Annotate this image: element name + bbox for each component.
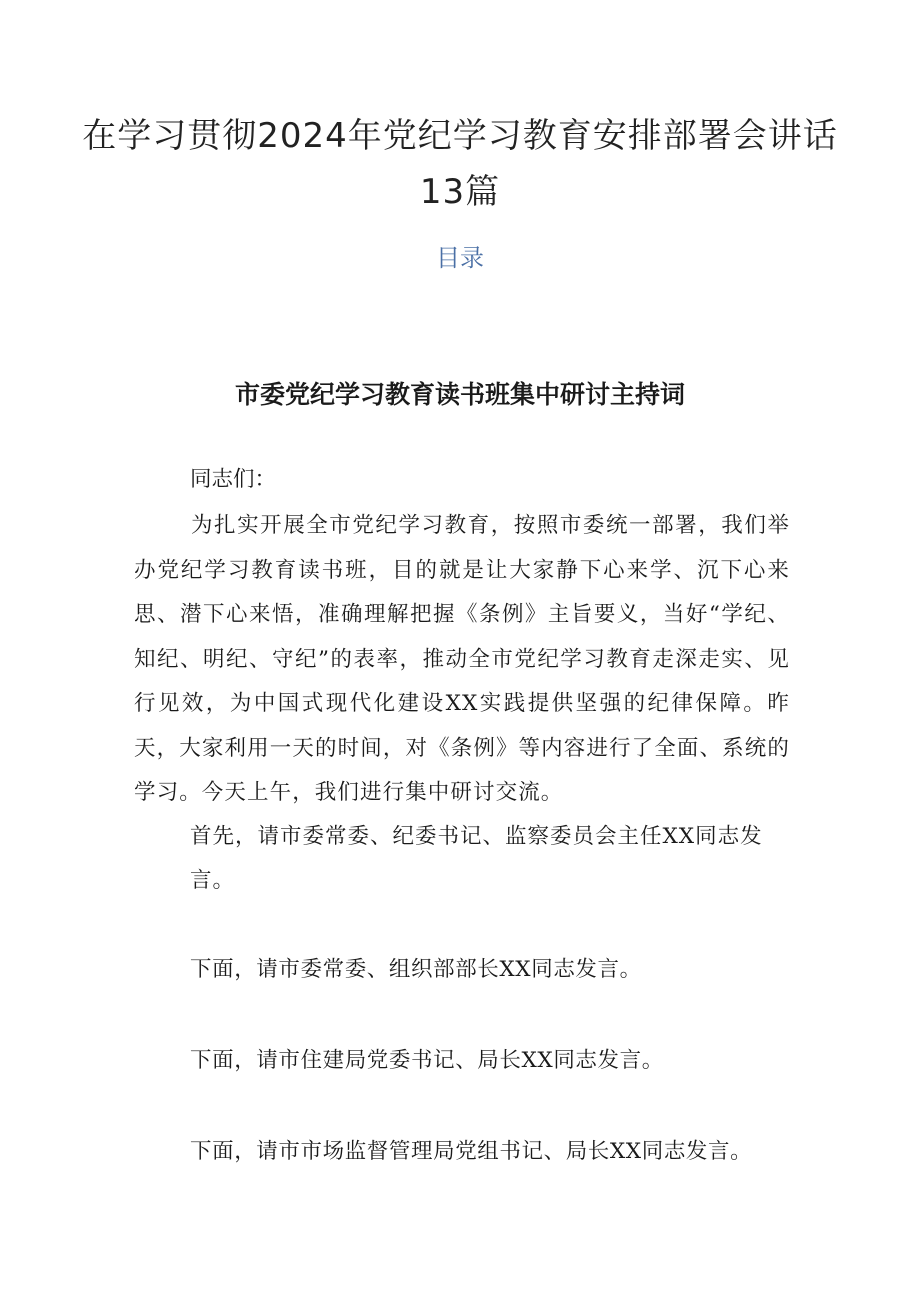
- paragraph-intro: 为扎实开展全市党纪学习教育，按照市委统一部署，我们举办党纪学习教育读书班，目的就是让大家静下心来学、沉下心来思、潜下心来悟，准确理解把握《条例》主旨要义，当好“学纪、知纪、明纪、守纪”的表率，推动全市党纪学习教育走深走实、见行见效，为中国式现代化建设XX实践提供坚强的纪律保障。昨天，大家利用一天的时间，对《条例》等内容进行了全面、系统的学习。今天上午，我们进行集中研讨交流。: [134, 513, 790, 805]
- section-heading: 市委党纪学习教育读书班集中研讨主持词: [234, 380, 685, 409]
- salutation: 同志们：: [190, 467, 277, 492]
- document-title: 在学习贯彻2024年党纪学习教育安排部署会讲话13篇: [82, 116, 838, 212]
- paragraph-third-speaker: 下面，请市住建局党委书记、局长XX同志发言。: [190, 1048, 664, 1073]
- paragraph-fourth-speaker: 下面，请市市场监督管理局党组书记、局长XX同志发言。: [190, 1139, 753, 1164]
- paragraph-first-speaker: 首先，请市委常委、纪委书记、监察委员会主任XX同志发言。: [190, 824, 763, 893]
- table-of-contents-label[interactable]: 目录: [436, 244, 484, 272]
- paragraph-second-speaker: 下面，请市委常委、组织部部长XX同志发言。: [190, 957, 642, 982]
